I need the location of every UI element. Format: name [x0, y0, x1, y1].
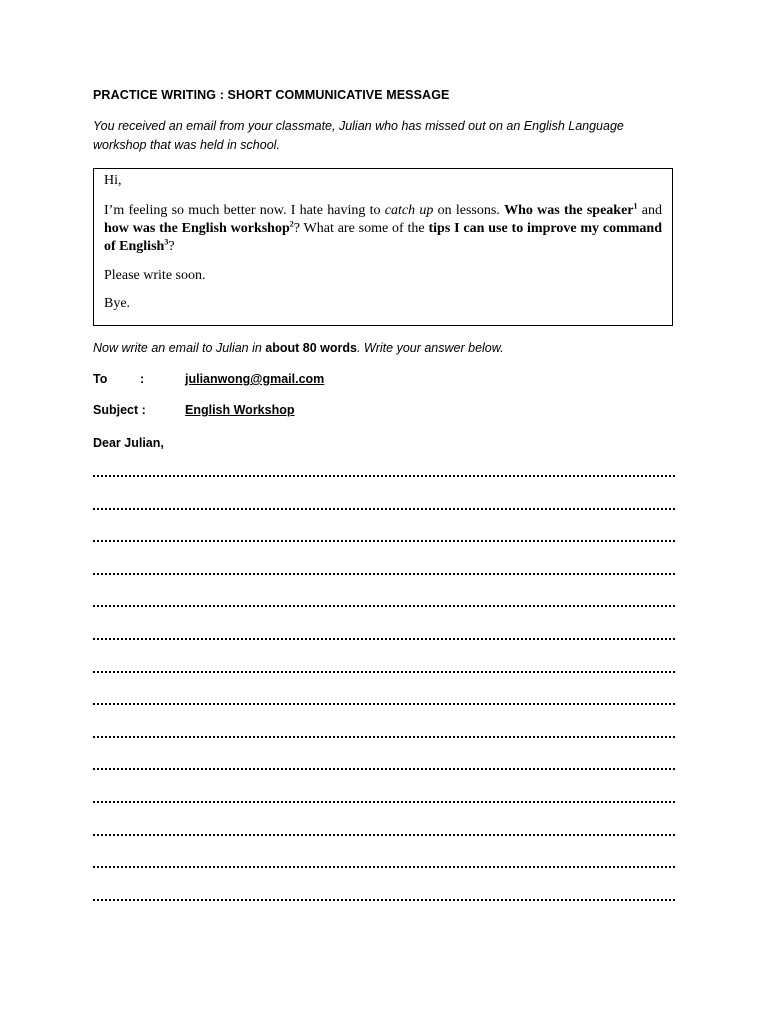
email-body-italic: catch up [384, 203, 434, 218]
email-body-text-3: ? What are some of the [293, 221, 429, 236]
subject-label: Subject : [93, 403, 146, 417]
to-label: To [93, 372, 108, 386]
email-body-and: and [637, 203, 663, 218]
intro-text: You received an email from your classmate, Julian who has missed out on an English Language workshop that was held in school. [93, 119, 624, 152]
answer-line[interactable] [93, 768, 675, 770]
answer-line[interactable] [93, 671, 675, 673]
footnote-2: 2 [289, 219, 294, 229]
answer-line[interactable] [93, 475, 675, 477]
email-question-1: Who was the speaker [504, 203, 634, 218]
answer-line[interactable] [93, 866, 675, 868]
answer-line[interactable] [93, 605, 675, 607]
salutation: Dear Julian, [93, 436, 164, 450]
answer-line[interactable] [93, 899, 675, 901]
answer-line[interactable] [93, 508, 675, 510]
footnote-3: 3 [164, 237, 169, 247]
subject-value: English Workshop [185, 403, 295, 417]
instruction-text-1: Now write an email to Julian in [93, 341, 266, 355]
page-title: PRACTICE WRITING : SHORT COMMUNICATIVE MESSAGE [93, 88, 450, 102]
answer-line[interactable] [93, 638, 675, 640]
writing-instruction [93, 341, 504, 355]
email-question-2: how was the English workshop [104, 221, 290, 236]
to-colon: : [140, 372, 145, 386]
subject-field [93, 403, 295, 417]
word-count-requirement: about 80 words [265, 341, 357, 355]
answer-line[interactable] [93, 703, 675, 705]
to-field [93, 372, 324, 386]
email-message-box [93, 168, 673, 326]
answer-line[interactable] [93, 801, 675, 803]
email-body-text-1: I’m feeling so much better now. I hate having to [104, 203, 385, 218]
email-body-end: ? [168, 239, 175, 254]
email-body [104, 202, 662, 256]
answer-line[interactable] [93, 834, 675, 836]
answer-line[interactable] [93, 540, 675, 542]
email-question-3: tips I can use to improve my command of English [104, 221, 662, 254]
email-closing: Please write soon. [104, 268, 206, 283]
footnote-1: 1 [633, 201, 638, 211]
to-email-address: julianwong@gmail.com [185, 372, 325, 386]
instruction-text-2: . Write your answer below. [356, 341, 504, 355]
email-body-text-2: on lessons. [433, 203, 505, 218]
email-signoff: Bye. [104, 296, 131, 311]
answer-line[interactable] [93, 573, 675, 575]
email-greeting: Hi, [104, 173, 122, 188]
answer-line[interactable] [93, 736, 675, 738]
